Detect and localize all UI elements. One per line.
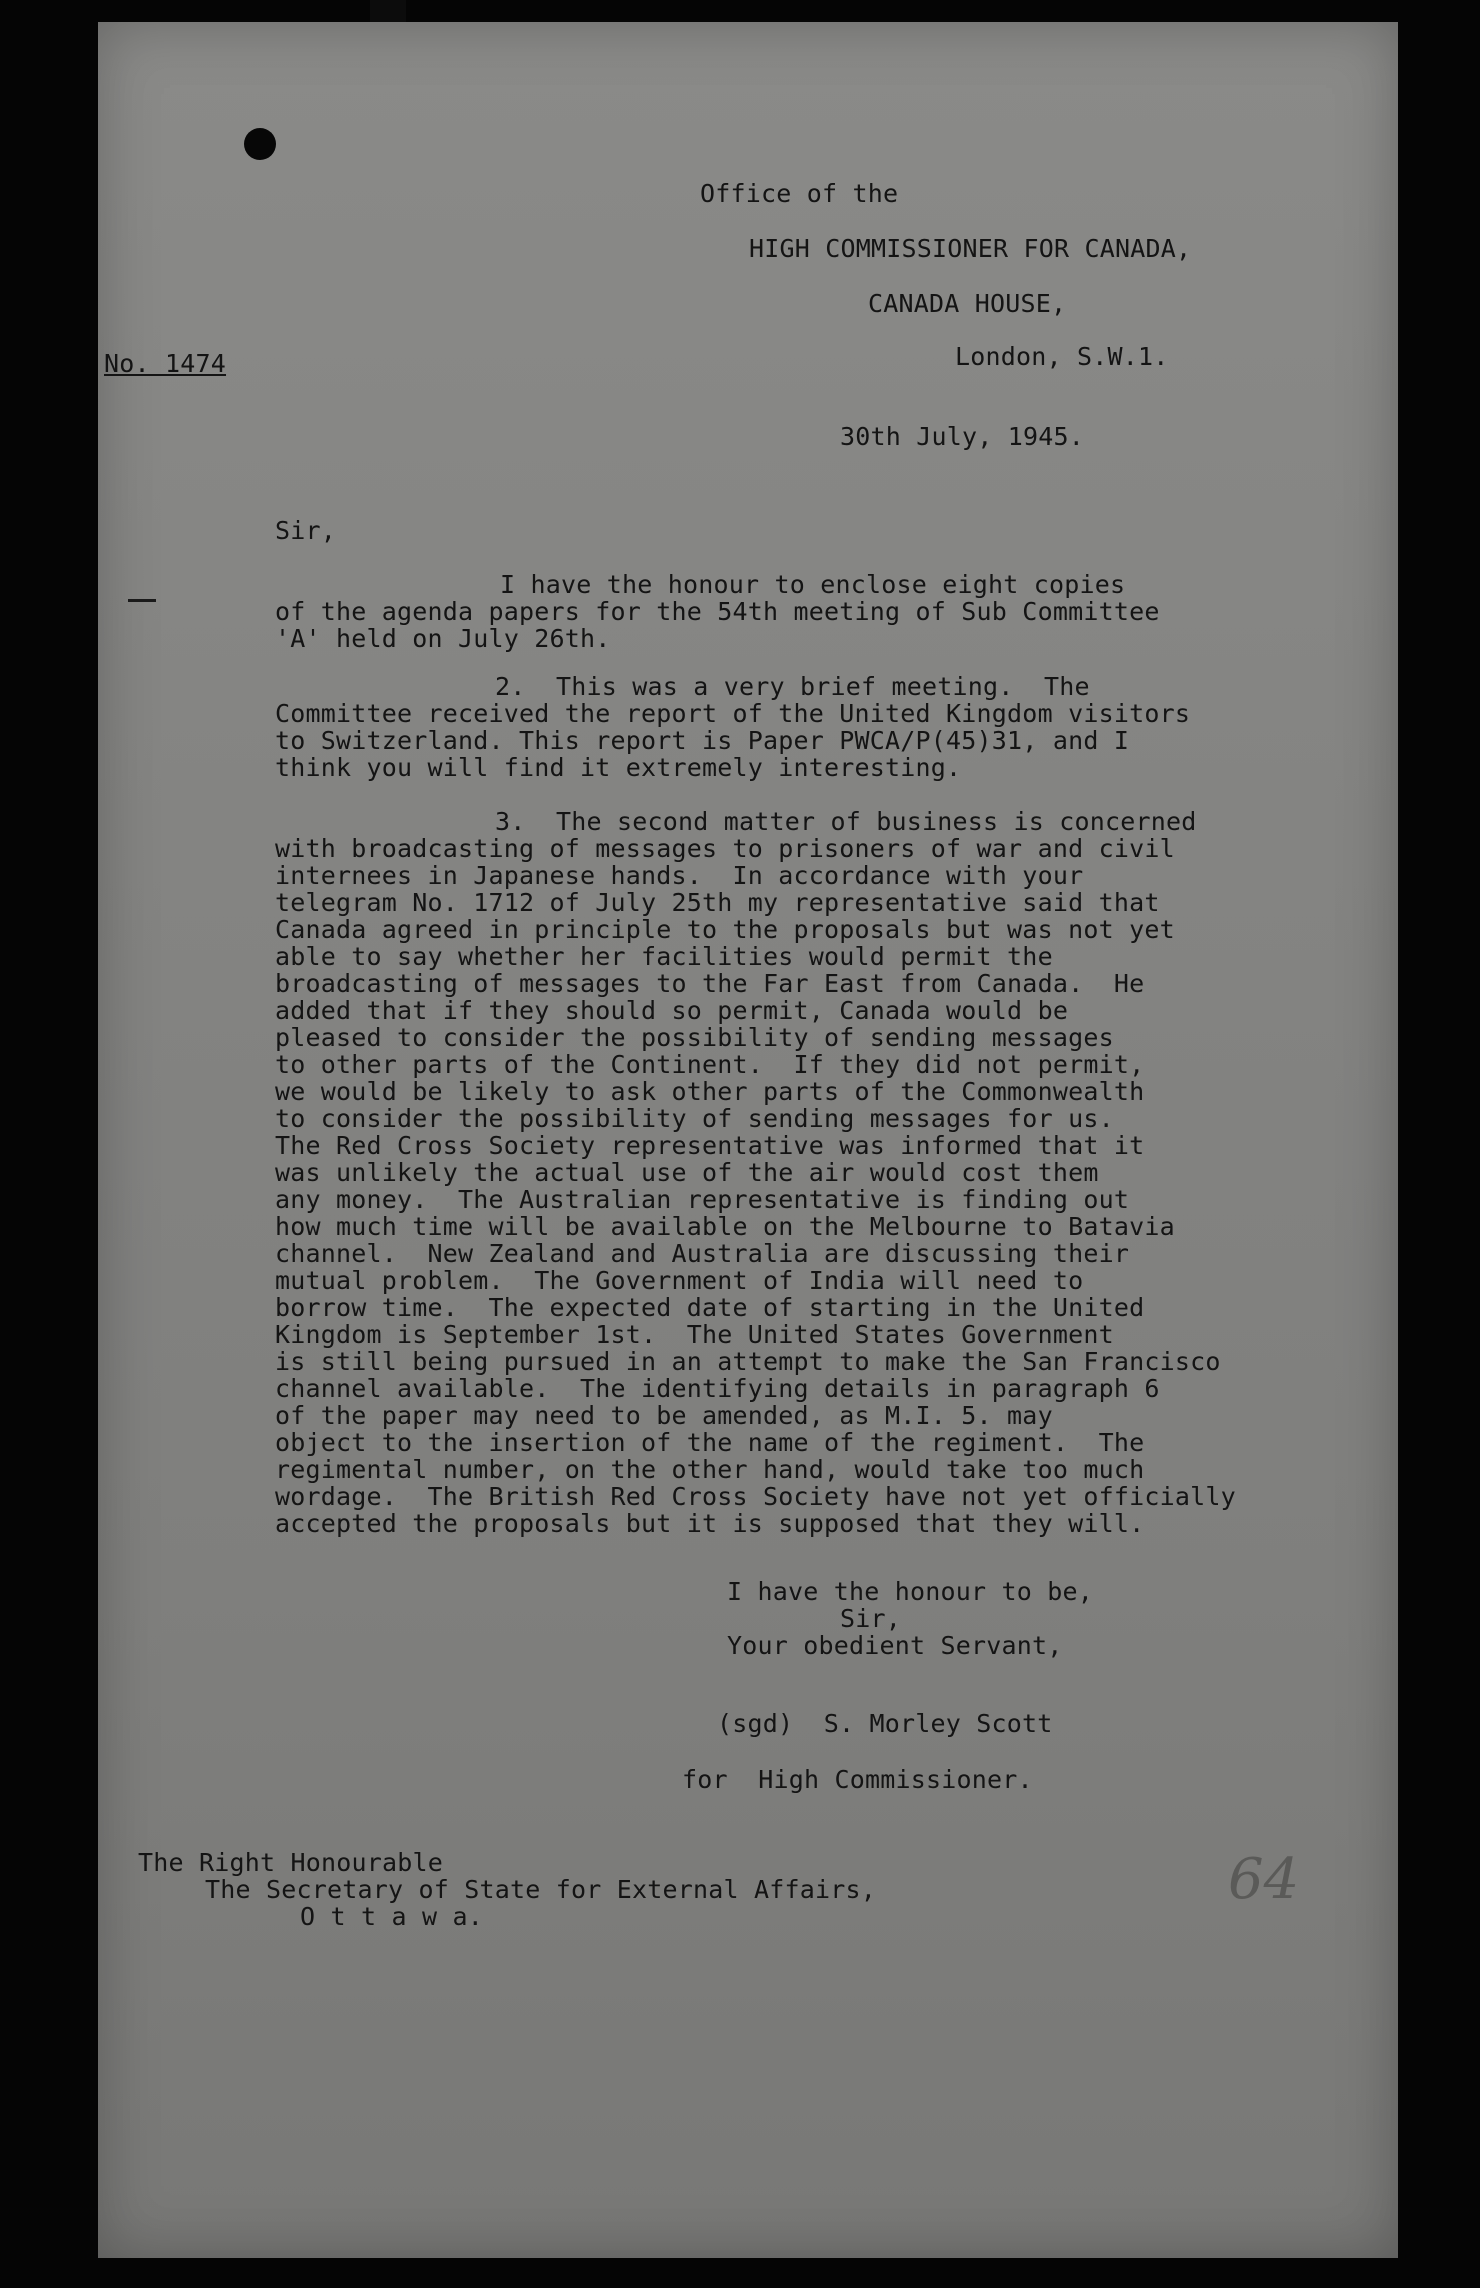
paragraph-line: added that if they should so permit, Canada would be (275, 996, 1069, 1025)
paragraph-line: of the paper may need to be amended, as M.I. 5. may (275, 1401, 1053, 1430)
paragraph-line: to consider the possibility of sending messages for us. (275, 1104, 1114, 1133)
paragraph-line: broadcasting of messages to the Far East from Canada. He (275, 969, 1145, 998)
letterhead-line-office: Office of the (700, 179, 899, 208)
salutation: Sir, (275, 516, 337, 545)
addressee-line: The Secretary of State for External Affairs, (205, 1875, 877, 1904)
paragraph-line: channel available. The identifying details in paragraph 6 (275, 1374, 1160, 1403)
paragraph-line: The Red Cross Society representative was informed that it (275, 1131, 1145, 1160)
closing-line: I have the honour to be, (727, 1577, 1094, 1606)
paragraph-line: 2. This was a very brief meeting. The (495, 672, 1090, 701)
paragraph-line: object to the insertion of the name of the regiment. The (275, 1428, 1145, 1457)
letterhead-line-house: CANADA HOUSE, (868, 289, 1067, 318)
letterhead-line-city: London, S.W.1. (955, 342, 1169, 371)
paragraph-line: 3. The second matter of business is concerned (495, 807, 1197, 836)
addressee-line: The Right Honourable (138, 1848, 444, 1877)
reference-number: No. 1474 (104, 349, 227, 378)
paragraph-line: Committee received the report of the United Kingdom visitors (275, 699, 1191, 728)
paragraph-line: internees in Japanese hands. In accordance with your (275, 861, 1084, 890)
paragraph-line: regimental number, on the other hand, would take too much (275, 1455, 1145, 1484)
paragraph-line: able to say whether her facilities would permit the (275, 942, 1053, 971)
paragraph-line: with broadcasting of messages to prisoners of war and civil (275, 834, 1175, 863)
signature-name: (sgd) S. Morley Scott (717, 1709, 1053, 1738)
paragraph-line: channel. New Zealand and Australia are discussing their (275, 1239, 1130, 1268)
paragraph-line: Canada agreed in principle to the proposals but was not yet (275, 915, 1175, 944)
letter-date: 30th July, 1945. (840, 422, 1085, 451)
punch-hole (244, 128, 276, 160)
pencil-annotation: 64 (1228, 1847, 1300, 1912)
paragraph-line: is still being pursued in an attempt to make the San Francisco (275, 1347, 1221, 1376)
paragraph-line: telegram No. 1712 of July 25th my representative said that (275, 888, 1160, 917)
paragraph-line: think you will find it extremely interesting. (275, 753, 962, 782)
paragraph-line: to other parts of the Continent. If they did not permit, (275, 1050, 1145, 1079)
signature-title: for High Commissioner. (682, 1765, 1033, 1794)
paragraph-line: any money. The Australian representative is finding out (275, 1185, 1130, 1214)
paragraph-line: I have the honour to enclose eight copies (500, 570, 1126, 599)
paragraph-line: mutual problem. The Government of India will need to (275, 1266, 1084, 1295)
paragraph-line: we would be likely to ask other parts of the Commonwealth (275, 1077, 1145, 1106)
paragraph-line: borrow time. The expected date of starting in the United (275, 1293, 1145, 1322)
paragraph-line: to Switzerland. This report is Paper PWCA/P(45)31, and I (275, 726, 1130, 755)
paragraph-line: wordage. The British Red Cross Society have not yet officially (275, 1482, 1236, 1511)
paragraph-line: was unlikely the actual use of the air would cost them (275, 1158, 1099, 1187)
paragraph-line: how much time will be available on the Melbourne to Batavia (275, 1212, 1175, 1241)
paragraph-line: pleased to consider the possibility of sending messages (275, 1023, 1114, 1052)
margin-dash (128, 599, 156, 602)
closing-line: Your obedient Servant, (727, 1631, 1063, 1660)
paragraph-line: Kingdom is September 1st. The United States Government (275, 1320, 1114, 1349)
addressee-line: O t t a w a. (300, 1902, 484, 1931)
closing-line: Sir, (840, 1604, 902, 1633)
letterhead-line-commissioner: HIGH COMMISSIONER FOR CANADA, (749, 234, 1192, 263)
paragraph-line: accepted the proposals but it is supposed that they will. (275, 1509, 1145, 1538)
paragraph-line: 'A' held on July 26th. (275, 624, 611, 653)
paragraph-line: of the agenda papers for the 54th meeting of Sub Committee (275, 597, 1160, 626)
